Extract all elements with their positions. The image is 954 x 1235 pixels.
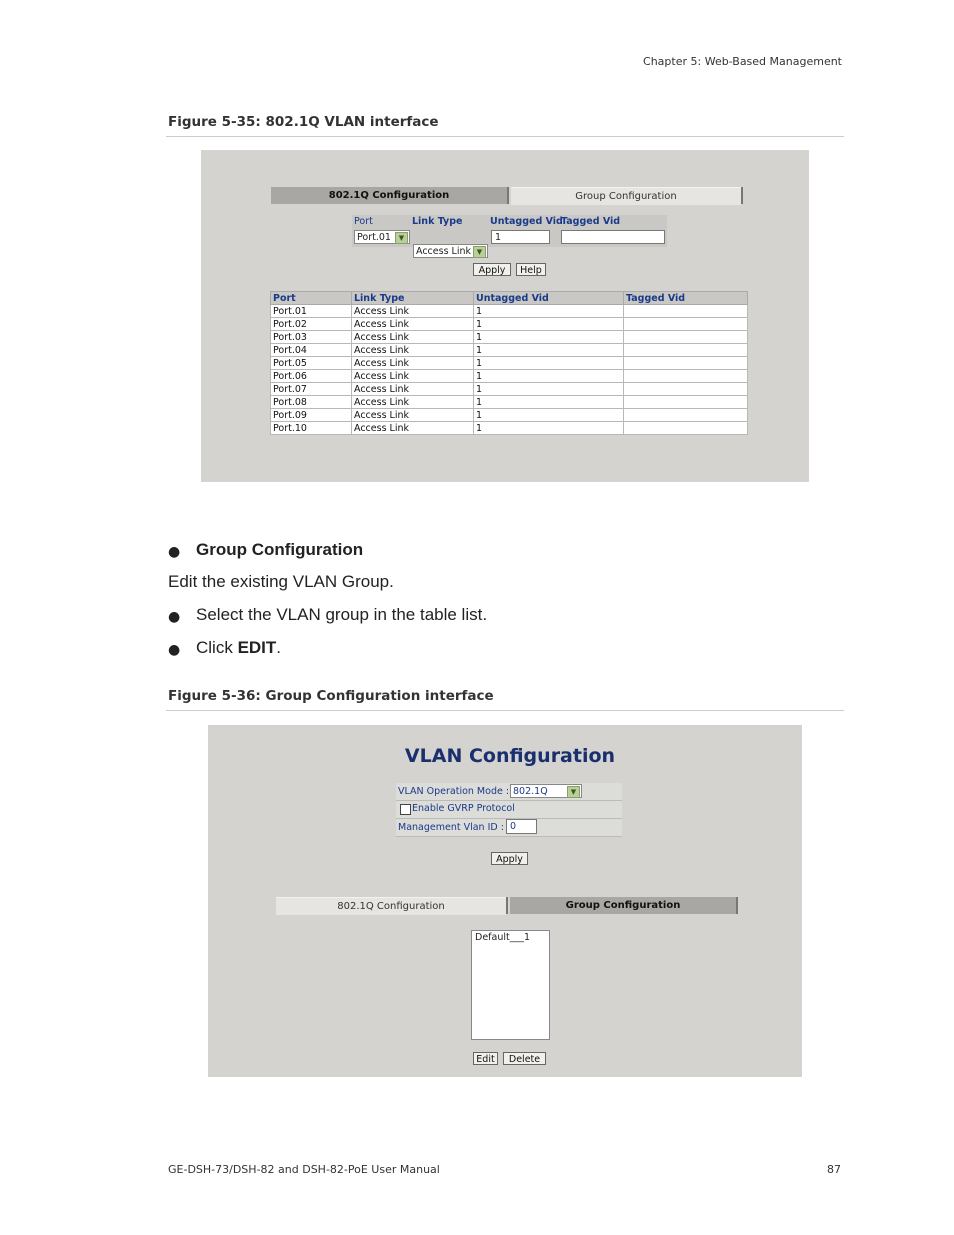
col-tagged-vid: Tagged Vid xyxy=(624,292,748,305)
port-select[interactable] xyxy=(354,230,410,244)
table-row[interactable] xyxy=(271,383,748,396)
figure-1-caption: Figure 5-35: 802.1Q VLAN interface xyxy=(168,114,439,130)
table-row[interactable] xyxy=(271,409,748,422)
vlan-8021q-screenshot xyxy=(201,150,809,482)
form-header-tagged-vid: Tagged Vid xyxy=(561,216,621,227)
form-header-link-type: Link Type xyxy=(412,216,463,227)
table-row[interactable] xyxy=(271,396,748,409)
edit-button[interactable]: Edit xyxy=(473,1052,498,1065)
cell-tagged-vid xyxy=(624,422,748,435)
table-row[interactable] xyxy=(271,357,748,370)
cell-port: Port.02 xyxy=(271,318,352,331)
cell-untagged-vid: 1 xyxy=(474,383,624,396)
cell-port: Port.07 xyxy=(271,383,352,396)
table-row[interactable] xyxy=(271,318,748,331)
list-item[interactable]: Default___1 xyxy=(475,932,531,943)
form-header-port: Port xyxy=(354,216,373,227)
table-row[interactable] xyxy=(271,422,748,435)
cell-link-type: Access Link xyxy=(352,357,474,370)
cell-port: Port.09 xyxy=(271,409,352,422)
cell-tagged-vid xyxy=(624,370,748,383)
bullet-dot: ● xyxy=(168,609,181,625)
figure-2-caption: Figure 5-36: Group Configuration interface xyxy=(168,688,494,704)
op-mode-row xyxy=(396,783,622,801)
gvrp-row xyxy=(396,801,622,819)
help-button[interactable]: Help xyxy=(516,263,546,276)
gvrp-label: Enable GVRP Protocol xyxy=(412,803,515,814)
figure-1-rule xyxy=(166,136,844,137)
tab-divider xyxy=(507,187,509,204)
cell-link-type: Access Link xyxy=(352,422,474,435)
bullet-text: Click xyxy=(196,638,238,657)
cell-untagged-vid: 1 xyxy=(474,409,624,422)
cell-port: Port.01 xyxy=(271,305,352,318)
table-header-row xyxy=(271,292,748,305)
op-mode-label: VLAN Operation Mode : xyxy=(398,786,510,797)
cell-untagged-vid: 1 xyxy=(474,331,624,344)
cell-link-type: Access Link xyxy=(352,305,474,318)
bullet-dot: ● xyxy=(168,544,181,560)
cell-port: Port.06 xyxy=(271,370,352,383)
cell-untagged-vid: 1 xyxy=(474,318,624,331)
cell-link-type: Access Link xyxy=(352,409,474,422)
tab-divider xyxy=(506,897,508,914)
tagged-vid-input[interactable] xyxy=(561,230,665,244)
col-link-type: Link Type xyxy=(352,292,474,305)
section-heading: Group Configuration xyxy=(196,540,364,559)
apply-button[interactable]: Apply xyxy=(473,263,511,276)
cell-tagged-vid xyxy=(624,357,748,370)
link-type-select-value: Access Link xyxy=(416,246,471,257)
bullet-bold-text: EDIT xyxy=(237,638,277,657)
delete-button[interactable]: Delete xyxy=(503,1052,546,1065)
tab-group-config[interactable]: Group Configuration xyxy=(511,187,741,205)
col-untagged-vid: Untagged Vid xyxy=(474,292,624,305)
cell-tagged-vid xyxy=(624,318,748,331)
tab-divider xyxy=(741,187,743,204)
cell-port: Port.10 xyxy=(271,422,352,435)
apply-button[interactable]: Apply xyxy=(491,852,528,865)
table-row[interactable] xyxy=(271,370,748,383)
paragraph: Edit the existing VLAN Group. xyxy=(168,572,394,591)
cell-tagged-vid xyxy=(624,396,748,409)
vlan-config-title: VLAN Configuration xyxy=(404,745,616,767)
op-mode-select[interactable] xyxy=(510,784,582,798)
table-row[interactable] xyxy=(271,344,748,357)
form-header-untagged-vid: Untagged Vid xyxy=(490,216,563,227)
mgmt-vlan-label: Management Vlan ID : xyxy=(398,822,504,833)
cell-link-type: Access Link xyxy=(352,331,474,344)
chevron-down-icon[interactable]: ▼ xyxy=(473,246,486,258)
cell-untagged-vid: 1 xyxy=(474,357,624,370)
cell-link-type: Access Link xyxy=(352,396,474,409)
table-row[interactable] xyxy=(271,305,748,318)
tab-bar xyxy=(271,187,745,205)
cell-tagged-vid xyxy=(624,344,748,357)
cell-untagged-vid: 1 xyxy=(474,370,624,383)
chevron-down-icon[interactable]: ▼ xyxy=(567,786,580,798)
vlan-group-list[interactable] xyxy=(471,930,550,1040)
bullet-item xyxy=(196,638,281,658)
cell-untagged-vid: 1 xyxy=(474,396,624,409)
bullet-dot: ● xyxy=(168,642,181,658)
cell-link-type: Access Link xyxy=(352,370,474,383)
chapter-header: Chapter 5: Web-Based Management xyxy=(643,55,842,68)
vlan-port-table xyxy=(270,291,748,435)
page-number: 87 xyxy=(827,1163,841,1176)
cell-tagged-vid xyxy=(624,331,748,344)
tab-group-config[interactable]: Group Configuration xyxy=(510,897,736,914)
mgmt-vlan-input[interactable]: 0 xyxy=(506,819,537,834)
tab-8021q-config[interactable]: 802.1Q Configuration xyxy=(271,187,507,204)
cell-tagged-vid xyxy=(624,305,748,318)
cell-link-type: Access Link xyxy=(352,383,474,396)
tab-bar xyxy=(276,897,740,915)
cell-tagged-vid xyxy=(624,409,748,422)
chevron-down-icon[interactable]: ▼ xyxy=(395,232,408,244)
tab-divider xyxy=(736,897,738,914)
untagged-vid-input[interactable]: 1 xyxy=(491,230,550,244)
col-port: Port xyxy=(271,292,352,305)
footer-manual-title: GE-DSH-73/DSH-82 and DSH-82-PoE User Manual xyxy=(168,1163,440,1176)
bullet-text: . xyxy=(276,638,282,657)
port-select-value: Port.01 xyxy=(357,232,391,243)
cell-untagged-vid: 1 xyxy=(474,344,624,357)
table-row[interactable] xyxy=(271,331,748,344)
bullet-item: Select the VLAN group in the table list. xyxy=(196,605,488,624)
link-type-select[interactable] xyxy=(413,244,488,258)
cell-port: Port.03 xyxy=(271,331,352,344)
tab-8021q-config[interactable]: 802.1Q Configuration xyxy=(276,897,506,915)
port-config-form xyxy=(352,215,667,257)
cell-link-type: Access Link xyxy=(352,344,474,357)
cell-tagged-vid xyxy=(624,383,748,396)
figure-2-rule xyxy=(166,710,844,711)
cell-port: Port.04 xyxy=(271,344,352,357)
cell-untagged-vid: 1 xyxy=(474,422,624,435)
cell-port: Port.08 xyxy=(271,396,352,409)
mgmt-vlan-row xyxy=(396,819,622,837)
gvrp-checkbox[interactable] xyxy=(400,804,411,815)
cell-link-type: Access Link xyxy=(352,318,474,331)
cell-untagged-vid: 1 xyxy=(474,305,624,318)
op-mode-value: 802.1Q xyxy=(513,786,548,797)
cell-port: Port.05 xyxy=(271,357,352,370)
